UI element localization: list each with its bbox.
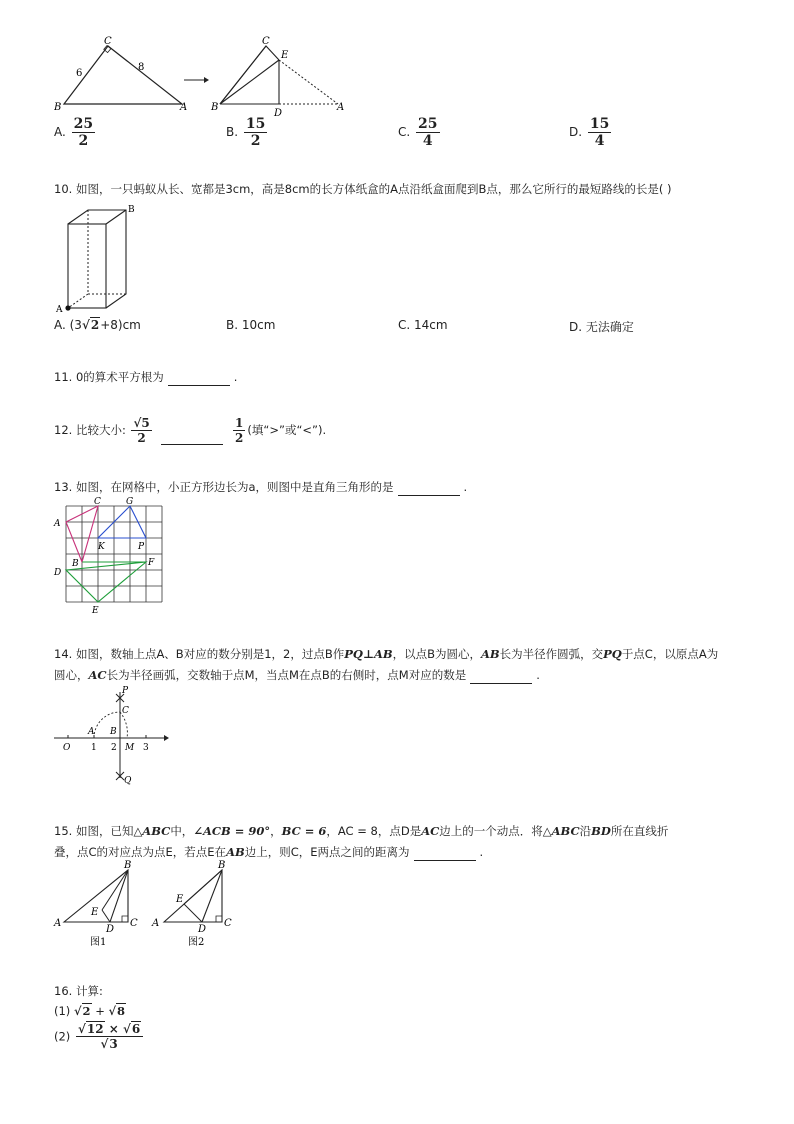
q15-fig1-label-e: E xyxy=(91,907,99,918)
q15-fig1-label-a: A xyxy=(54,918,62,929)
q14-label-a: A xyxy=(88,727,95,737)
q14-label-1: 1 xyxy=(91,743,97,753)
q13-label-f: F xyxy=(148,558,155,568)
q14-numberline-figure xyxy=(52,684,172,788)
q13-label-c: C xyxy=(94,497,101,507)
q14-label-b: B xyxy=(110,727,117,737)
q10-text: 10. 如图，一只蚂蚁从长、宽都是3cm，高是8cm的长方体纸盒的A点沿纸盒面爬到B点，那么它所行的最短路线的长是( ) xyxy=(54,182,672,196)
q14-line1: 14. 如图，数轴上点A、B对应的数分别是1，2，过点B作PQ⊥AB，以点B为圆心，AB长为半径作圆弧，交PQ于点C，以原点A为 xyxy=(54,647,719,661)
q13-answer-blank[interactable] xyxy=(398,483,460,496)
q14-label-m: M xyxy=(125,743,135,753)
q9-label-6: 6 xyxy=(76,68,83,79)
q13-label-e: E xyxy=(92,606,99,616)
q15-fig2-label-c: C xyxy=(224,918,232,929)
q15-fig2-label-d: D xyxy=(198,924,207,935)
q10-point-a xyxy=(65,305,70,310)
q14-label-p: P xyxy=(122,686,129,696)
q15-fig2-label-a: A xyxy=(152,918,160,929)
q9-option-d[interactable]: D. $\frac{15}{4}$ xyxy=(569,116,610,149)
q15-fig1-label-d: D xyxy=(106,924,115,935)
q13-label-d: D xyxy=(54,568,62,578)
q10-label-a: A xyxy=(56,305,63,314)
q15-fig1-caption: 图1 xyxy=(90,937,107,948)
q15-line2: 叠，点C的对应点为点E，若点E在AB边上，则C，E两点之间的距离为 . xyxy=(54,845,484,859)
q14-line2: 圆心，AC长为半径画弧，交数轴于点M，当点M在点B的右侧时，点M对应的数是 . xyxy=(54,668,540,682)
q14-label-3: 3 xyxy=(143,743,149,753)
q16-title: 16. 计算: xyxy=(54,984,103,998)
q16-part1: (1) √2 + √8 xyxy=(54,1004,126,1018)
q13-text: 13. 如图，在网格中，小正方形边长为a，则图中是直角三角形的是 . xyxy=(54,480,468,494)
q13-label-a: A xyxy=(54,519,61,529)
q9-label-8: 8 xyxy=(138,62,145,73)
q10-box-figure xyxy=(54,202,144,314)
q14-answer-blank[interactable] xyxy=(470,671,532,684)
q10-label-b: B xyxy=(128,205,135,215)
q11-answer-blank[interactable] xyxy=(168,373,230,386)
q15-figures xyxy=(52,860,242,950)
q9-option-c[interactable]: C. $\frac{25}{4}$ xyxy=(398,116,438,149)
q9-option-b[interactable]: B. $\frac{15}{2}$ xyxy=(226,116,266,149)
q9-label-d: D xyxy=(274,108,283,119)
q10-option-d[interactable]: D. 无法确定 xyxy=(569,320,634,334)
q13-label-b: B xyxy=(72,559,79,569)
q10-option-a[interactable]: A. (3√2+8)cm xyxy=(54,318,141,332)
q15-fig2-label-e: E xyxy=(176,894,184,905)
q16-part2: (2) $\frac{√12 \times √6}{√3}$ xyxy=(54,1022,145,1051)
q15-fig2-caption: 图2 xyxy=(188,937,205,948)
q9-figure xyxy=(54,36,354,120)
q9-label-c: C xyxy=(104,36,112,47)
q14-label-q: Q xyxy=(124,776,132,786)
q9-label-a: A xyxy=(180,102,188,113)
q10-option-b[interactable]: B. 10cm xyxy=(226,318,276,332)
q13-grid-figure xyxy=(52,496,166,618)
q15-fig1-label-c: C xyxy=(130,918,138,929)
q9-label-c2: C xyxy=(262,36,270,47)
q15-fig1-label-b: B xyxy=(124,860,132,871)
q14-label-2: 2 xyxy=(111,743,117,753)
q12-text: 12. 比较大小: $\frac{√5}{2}$ $\frac{1}{2}$ (填“>”或“<”). xyxy=(54,416,327,445)
q9-label-b: B xyxy=(54,102,62,113)
q13-label-p: P xyxy=(138,542,145,552)
q15-answer-blank[interactable] xyxy=(414,848,476,861)
q13-label-k: K xyxy=(98,542,105,552)
q11-text: 11. 0的算术平方根为 . xyxy=(54,370,238,384)
q12-answer-blank[interactable] xyxy=(161,432,223,445)
q9-option-a[interactable]: A. $\frac{25}{2}$ xyxy=(54,116,94,149)
q9-label-e: E xyxy=(281,50,289,61)
q15-line1: 15. 如图，已知△ABC中，∠ACB = 90°，BC = 6，AC = 8，点D是AC边上的一个动点．将△ABC沿BD所在直线折 xyxy=(54,824,669,838)
q13-label-g: G xyxy=(126,497,134,507)
q10-option-c[interactable]: C. 14cm xyxy=(398,318,448,332)
q9-label-b2: B xyxy=(211,102,219,113)
q9-label-a2: A xyxy=(337,102,345,113)
q14-label-o: O xyxy=(63,743,71,753)
q15-fig2-label-b: B xyxy=(218,860,226,871)
q14-label-c: C xyxy=(122,706,129,716)
